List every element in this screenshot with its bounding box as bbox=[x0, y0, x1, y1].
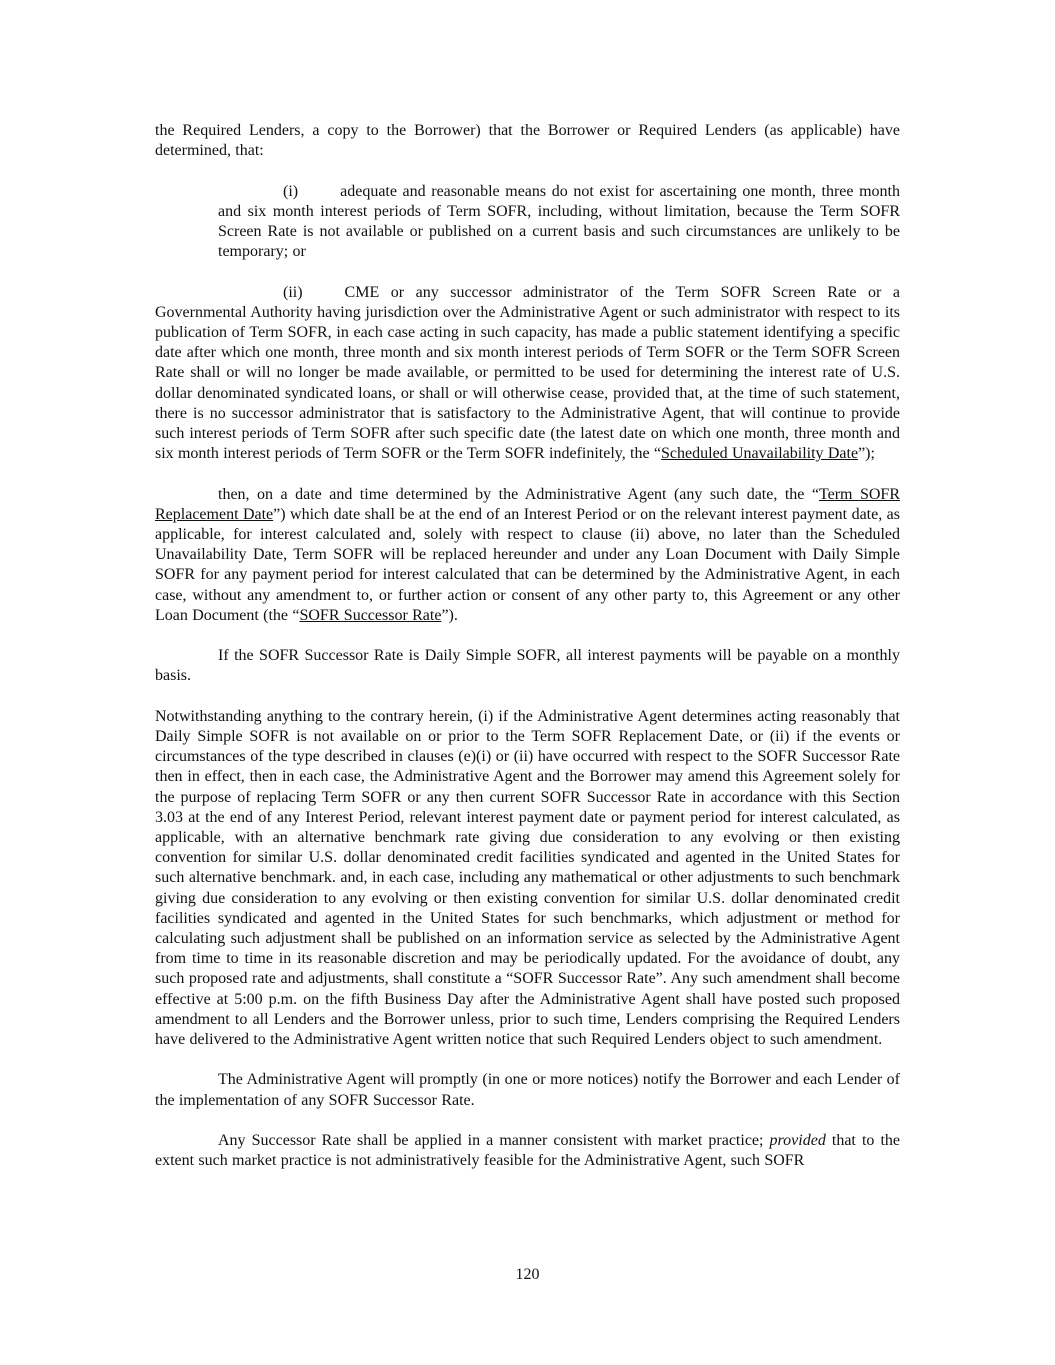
document-body bbox=[155, 121, 900, 1171]
text-run: The Administrative Agent will promptly (in one or more notices) notify the Borrower and each Lender of the implementation of any SOFR Successor Rate. bbox=[155, 1071, 900, 1109]
text-run: If the SOFR Successor Rate is Daily Simple SOFR, all interest payments will be payable on a monthly basis. bbox=[155, 647, 900, 685]
text-run: then, on a date and time determined by the Administrative Agent (any such date, the “ bbox=[218, 485, 819, 503]
page-footer bbox=[0, 1265, 1055, 1285]
text-run: ”) which date shall be at the end of an Interest Period or on the relevant interest payment date, as applicable, for interest calculated and, solely with respect to clause (ii) above, no later than the Scheduled Unavailability Date, Term SOFR will be replaced hereunder and under any Loan Document with Daily Simple SOFR for any payment period for interest calculated that can be determined by the Administrative Agent, in each case, without any amendment to, or further action or consent of any other party to, this Agreement or any other Loan Document (the “ bbox=[155, 505, 900, 624]
page-number: 120 bbox=[515, 1266, 540, 1283]
defined-term: Term SOFR Replacement Date bbox=[155, 485, 901, 523]
text-run: (ii) bbox=[283, 283, 303, 301]
text-run: Notwithstanding anything to the contrary herein, (i) if the Administrative Agent determines acting reasonably that Daily Simple SOFR is not available on or prior to the Term SOFR Replacement Date, or (ii) if the events or circumstances of the type described in clauses (e)(i) or (ii) have occurred with respect to the SOFR Successor Rate then in effect, then in each case, the Administrative Agent and the Borrower may amend this Agreement solely for the purpose of replacing Term SOFR or any then current SOFR Successor Rate in accordance with this Section 3.03 at the end of any Interest Period, relevant interest payment date or payment period for interest calculated, as applicable, with an alternative benchmark rate giving due consideration to any evolving or then existing convention for similar U.S. dollar denominated credit facilities syndicated and agented in the United States for such alternative benchmark. and, in each case, including any mathematical or other adjustments to such benchmark giving due consideration to any evolving or then existing convention for similar U.S. dollar denominated credit facilities syndicated and agented in the United States for such benchmarks, which adjustment or method for calculating such adjustment shall be published on an information service as selected by the Administrative Agent from time to time in its reasonable discretion and may be periodically updated. For the avoidance of doubt, any such proposed rate and adjustments, shall constitute a “SOFR Successor Rate”. Any such amendment shall become effective at 5:00 p.m. on the fifth Business Day after the Administrative Agent shall have posted such proposed amendment to all Lenders and the Borrower unless, prior to such time, Lenders comprising the Required Lenders have delivered to the Administrative Agent written notice that such Required Lenders object to such amendment. bbox=[155, 707, 900, 1049]
paragraph-5 bbox=[155, 646, 900, 686]
paragraph-6 bbox=[155, 707, 900, 1050]
defined-term: Scheduled Unavailability Date bbox=[661, 445, 859, 463]
text-run: (i) bbox=[283, 182, 299, 200]
paragraph-4 bbox=[155, 485, 900, 626]
text-run: the Required Lenders, a copy to the Borrower) that the Borrower or Required Lenders (as applicable) have determined, that: bbox=[155, 122, 900, 160]
text-run: provided bbox=[769, 1132, 826, 1150]
text-run: ”). bbox=[441, 606, 458, 624]
text-run: ”); bbox=[858, 445, 875, 463]
paragraph-2 bbox=[218, 182, 900, 263]
paragraph-7 bbox=[155, 1070, 900, 1110]
text-run: adequate and reasonable means do not exist for ascertaining one month, three month and six month interest periods of Term SOFR, including, without limitation, because the Term SOFR Screen Rate is not available or published on a current basis and such circumstances are unlikely to be temporary; or bbox=[218, 182, 900, 261]
text-run: that to the extent such market practice is not administratively feasible for the Administrative Agent, such SOFR bbox=[155, 1132, 900, 1170]
paragraph-8 bbox=[155, 1131, 900, 1171]
text-run: Any Successor Rate shall be applied in a manner consistent with market practice; bbox=[218, 1132, 770, 1150]
paragraph-3 bbox=[155, 283, 900, 465]
text-run: CME or any successor administrator of the Term SOFR Screen Rate or a Governmental Authority having jurisdiction over the Administrative Agent or such administrator with respect to its publication of Term SOFR, in each case acting in such capacity, has made a public statement identifying a specific date after which one month, three month and six month interest periods of Term SOFR or the Term SOFR Screen Rate shall or will no longer be made available, or permitted to be used for determining the interest rate of U.S. dollar denominated syndicated loans, or shall or will otherwise cease, provided that, at the time of such statement, there is no successor administrator that is satisfactory to the Administrative Agent, that will continue to provide such interest periods of Term SOFR after such specific date (the latest date on which one month, three month and six month interest periods of Term SOFR or the Term SOFR indefinitely, the “ bbox=[155, 283, 900, 463]
paragraph-1 bbox=[155, 121, 900, 161]
defined-term: SOFR Successor Rate bbox=[299, 606, 442, 624]
